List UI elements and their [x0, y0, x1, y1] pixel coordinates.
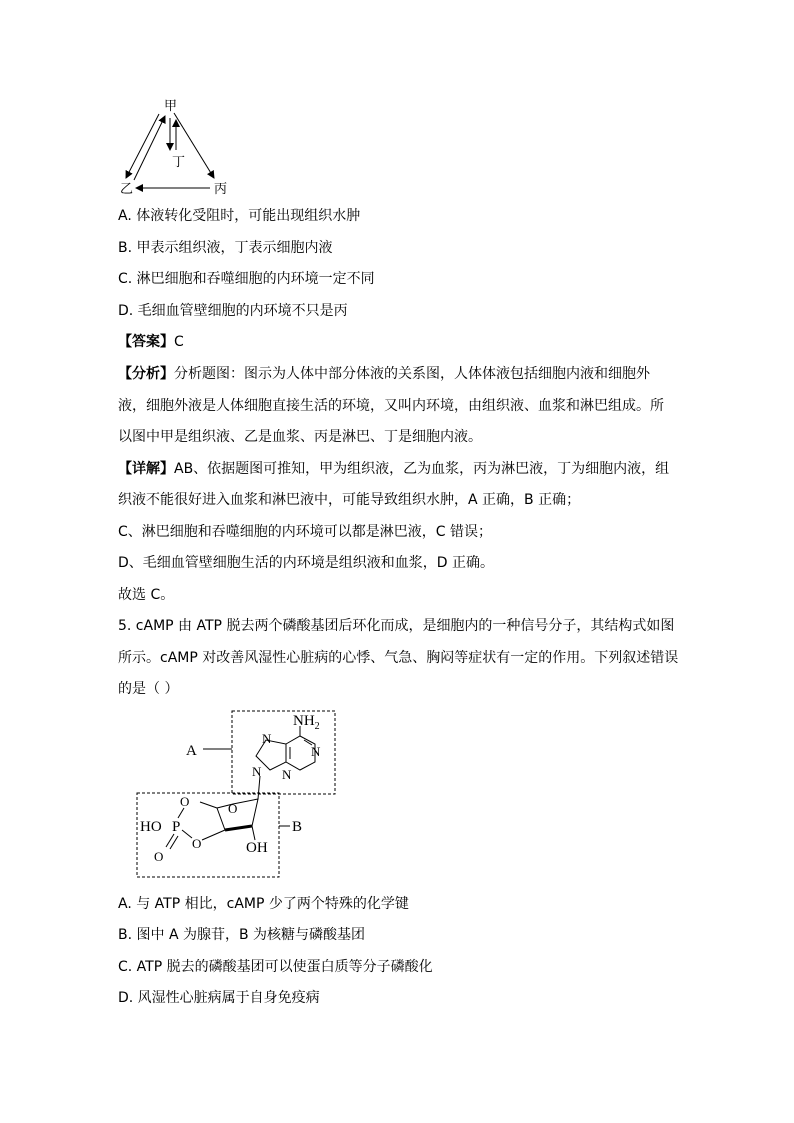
answer-line — [118, 333, 184, 351]
c5-bond — [200, 802, 217, 808]
node-bing: 丙 — [214, 182, 228, 197]
q5-stem-2: 所示。cAMP 对改善风湿性心脏病的心悸、气急、胸闷等症状有一定的作用。下列叙述错误 — [118, 650, 679, 666]
n-atom-2: N — [252, 764, 262, 779]
q4-option-b: B. 甲表示组织液，丁表示细胞内液 — [118, 240, 333, 256]
n-atom-1: N — [262, 731, 272, 746]
n-atom-4: N — [282, 767, 292, 782]
detail-line-4: D、毛细血管壁细胞生活的内环境是组织液和血浆，D 正确。 — [118, 555, 495, 571]
p-o2-bond — [182, 830, 192, 838]
box-b — [137, 793, 279, 877]
q5-option-a: A. 与 ATP 相比，cAMP 少了两个特殊的化学键 — [118, 896, 409, 912]
q5-option-b: B. 图中 A 为腺苷，B 为核糖与磷酸基团 — [118, 927, 366, 943]
detail-line-3: C、淋巴细胞和吞噬细胞的内环境可以都是淋巴液，C 错误； — [118, 524, 492, 540]
node-jia: 甲 — [164, 99, 178, 114]
arrow-jia-to-yi — [126, 114, 159, 178]
detail-tag: 【详解】 — [118, 461, 174, 477]
detail-line-1 — [118, 460, 669, 478]
arrow-yi-to-jia — [134, 116, 165, 180]
oh-bond — [252, 826, 255, 840]
q5-option-d: D. 风湿性心脏病属于自身免疫病 — [118, 990, 320, 1006]
label-a: A — [186, 743, 197, 759]
ribose-bold-edge — [225, 826, 252, 830]
q5-option-c: C. ATP 脱去的磷酸基团可以使蛋白质等分子磷酸化 — [118, 959, 433, 975]
analysis-line-3: 以图中甲是组织液、乙是血浆、丙是淋巴、丁是细胞内液。 — [118, 429, 482, 445]
oxygen-2: O — [192, 836, 202, 851]
body-fluid-diagram — [0, 0, 794, 200]
o1-p-bond — [178, 808, 184, 818]
q4-option-a: A. 体液转化受阻时，可能出现组织水肿 — [118, 208, 361, 224]
answer-tag: 【答案】 — [118, 334, 174, 350]
q5-stem-1: 5. cAMP 由 ATP 脱去两个磷酸基团后环化而成，是细胞内的一种信号分子，其结构式如图 — [118, 618, 675, 634]
label-b: B — [292, 819, 303, 835]
node-ding: 丁 — [172, 155, 186, 170]
camp-structure-diagram — [0, 700, 794, 900]
analysis-text-1: 分析题图：图示为人体中部分体液的关系图，人体体液包括细胞内液和细胞外 — [174, 366, 650, 382]
q4-option-d: D. 毛细血管壁细胞的内环境不只是丙 — [118, 303, 348, 319]
node-yi: 乙 — [120, 182, 134, 197]
o2-c3-bond — [202, 830, 225, 840]
analysis-line-1 — [118, 365, 650, 383]
detail-text-1: AB、依据题图可推知，甲为组织液，乙为血浆，丙为淋巴液，丁为细胞内液，组 — [174, 461, 670, 477]
glycosidic-bond — [258, 776, 260, 799]
nh2-label: $NH_2$ — [293, 713, 320, 732]
detail-line-2: 织液不能很好进入血浆和淋巴液中，可能导致组织水肿，A 正确，B 正确； — [118, 492, 581, 508]
oxygen-1: O — [180, 794, 190, 809]
oxygen-3: O — [154, 849, 164, 864]
n-atom-3: N — [311, 744, 321, 759]
ho-label: HO — [140, 819, 162, 835]
ring-oxygen: O — [228, 801, 238, 816]
q5-stem-3: 的是（ ） — [118, 681, 179, 697]
q4-option-c: C. 淋巴细胞和吞噬细胞的内环境一定不同 — [118, 271, 375, 287]
analysis-tag: 【分析】 — [118, 366, 174, 382]
oh-label: OH — [246, 840, 268, 856]
answer-value: C — [174, 334, 184, 350]
analysis-line-2: 液，细胞外液是人体细胞直接生活的环境，又叫内环境，由组织液、血浆和淋巴组成。所 — [118, 398, 664, 414]
phosphorus: P — [172, 819, 181, 835]
detail-line-5: 故选 C。 — [118, 587, 175, 603]
